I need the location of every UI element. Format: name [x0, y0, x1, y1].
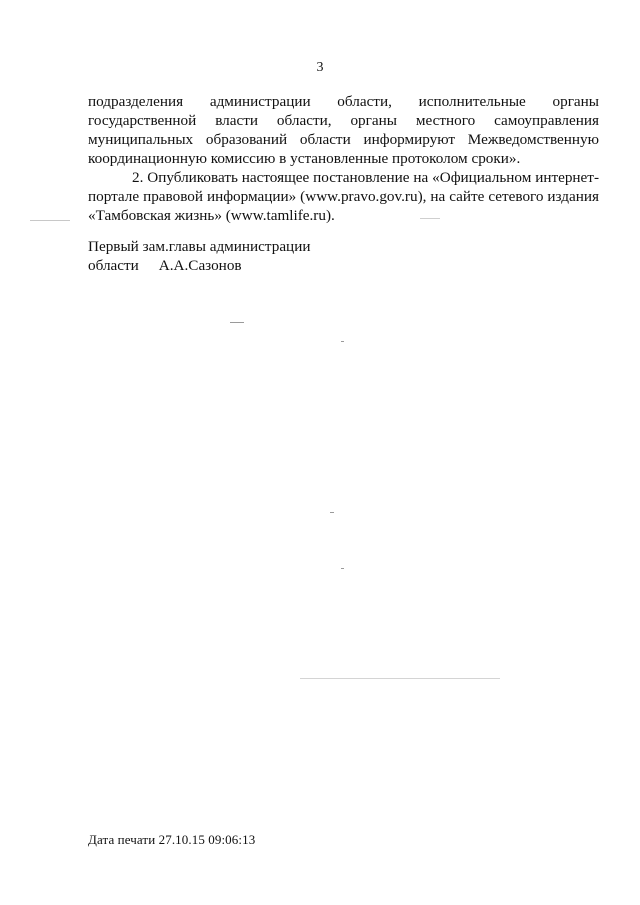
scan-artifact	[341, 341, 344, 342]
body-paragraph-2: 2. Опубликовать настоящее постановление на «Официальном интернет-портале правовой информации» (www.pravo.gov.ru), на сайте сетевого издания «Тамбовская жизнь» (www.tamlife.ru).	[88, 169, 599, 224]
document-body	[88, 92, 599, 225]
scan-artifact	[300, 678, 500, 679]
signatory-name: А.А.Сазонов	[158, 257, 242, 274]
scan-artifact	[341, 568, 344, 569]
scan-artifact	[330, 512, 334, 513]
signatory-position-region: области	[88, 257, 139, 274]
signature-block	[88, 237, 310, 275]
scan-artifact	[420, 218, 440, 219]
print-date-stamp: Дата печати 27.10.15 09:06:13	[88, 832, 256, 847]
scan-artifact	[30, 220, 70, 221]
body-paragraph-1: подразделения администрации области, исполнительные органы государственной власти области, органы местного самоуправления муниципальных образований области информируют Межведомственную координационную комиссию в установленные протоколом сроки».	[88, 93, 599, 167]
signatory-position-line-2	[88, 256, 310, 275]
page-number: 3	[316, 60, 324, 75]
scan-artifact	[230, 322, 244, 323]
signatory-position-line-1: Первый зам.главы администрации	[88, 238, 311, 255]
